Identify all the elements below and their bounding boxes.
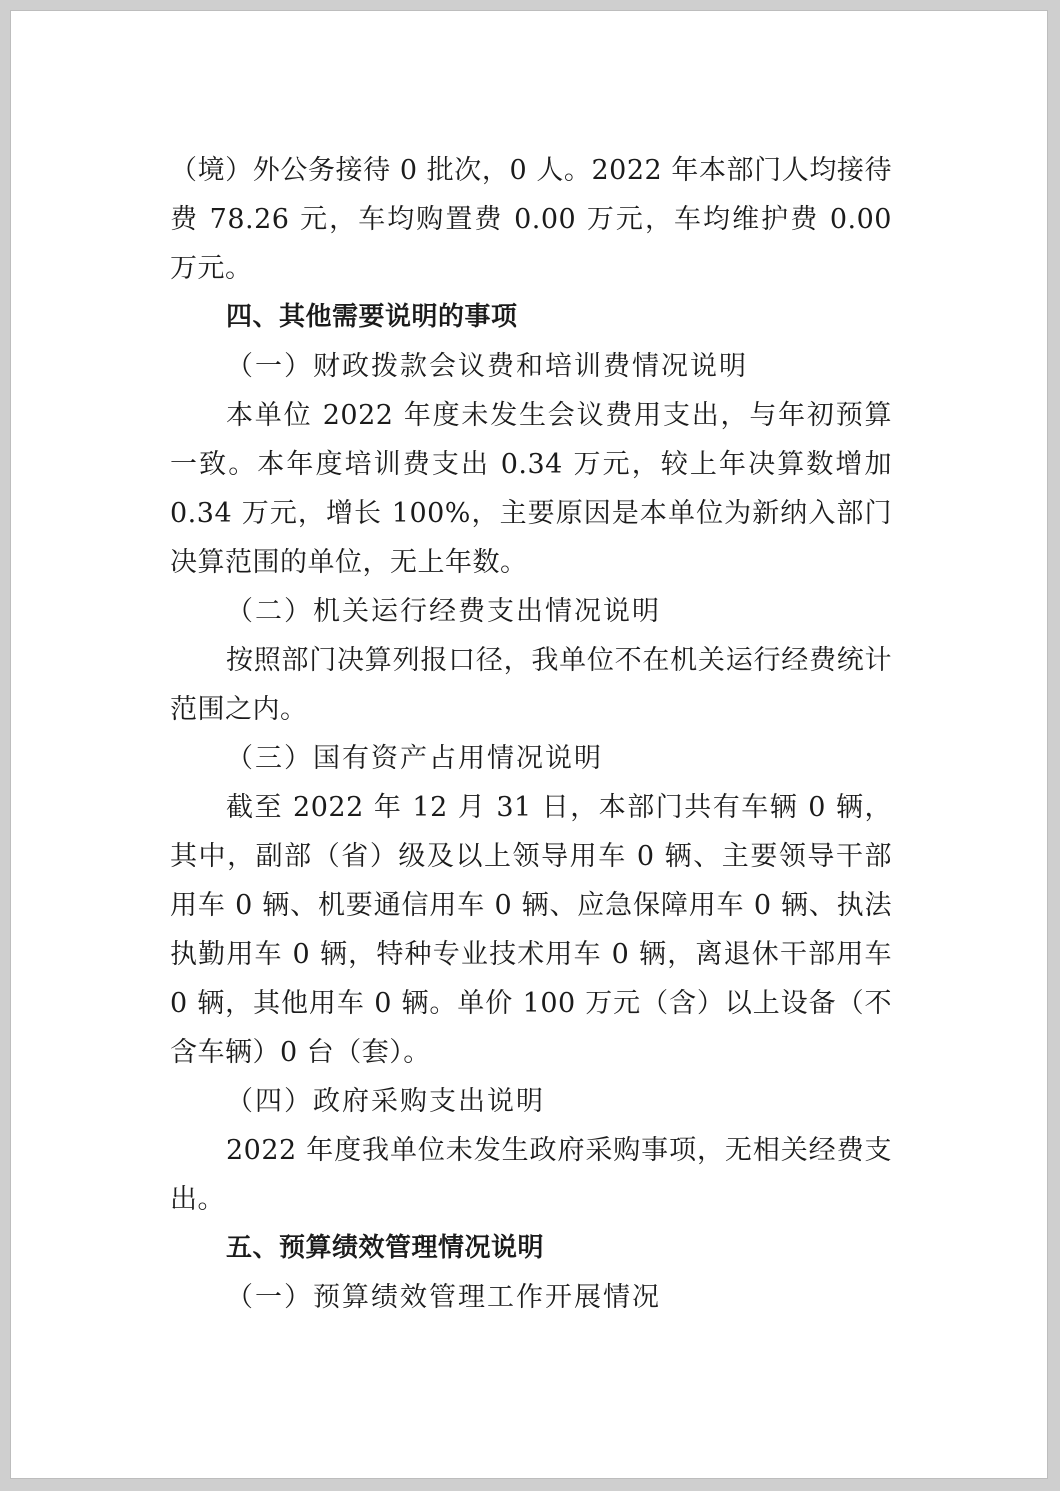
paragraph-meeting-training-fees: 本单位 2022 年度未发生会议费用支出，与年初预算一致。本年度培训费支出 0.34 万元，较上年决算数增加 0.34 万元，增长 100%，主要原因是本单位为新纳入部门决算范围的单位，无上年数。 — [170, 400, 892, 578]
subheading-state-assets: （三）国有资产占用情况说明 — [226, 743, 603, 774]
subheading-government-procurement: （四）政府采购支出说明 — [226, 1086, 545, 1117]
subheading-performance-work: （一）预算绩效管理工作开展情况 — [226, 1282, 661, 1313]
paragraph-government-procurement: 2022 年度我单位未发生政府采购事项，无相关经费支出。 — [170, 1135, 892, 1215]
document-body — [170, 146, 892, 1322]
paragraph-state-assets: 截至 2022 年 12 月 31 日，本部门共有车辆 0 辆，其中，副部（省）级及以上领导用车 0 辆、主要领导干部用车 0 辆、机要通信用车 0 辆、应急保障用车 0 辆、执法执勤用车 0 辆，特种专业技术用车 0 辆，离退休干部用车 0 辆，其他用车 0 辆。单价 100 万元（含）以上设备（不含车辆）0 台（套）。 — [170, 792, 892, 1068]
subheading-operating-expenses: （二）机关运行经费支出情况说明 — [226, 596, 661, 627]
paragraph-reception-stats: （境）外公务接待 0 批次，0 人。2022 年本部门人均接待费 78.26 元，车均购置费 0.00 万元，车均维护费 0.00 万元。 — [170, 155, 892, 284]
section-heading-performance-management: 五、预算绩效管理情况说明 — [226, 1233, 545, 1263]
paragraph-operating-expenses: 按照部门决算列报口径，我单位不在机关运行经费统计范围之内。 — [170, 645, 892, 725]
section-heading-other-matters: 四、其他需要说明的事项 — [226, 302, 518, 332]
subheading-meeting-training-fees: （一）财政拨款会议费和培训费情况说明 — [226, 351, 748, 382]
document-page — [10, 10, 1048, 1479]
